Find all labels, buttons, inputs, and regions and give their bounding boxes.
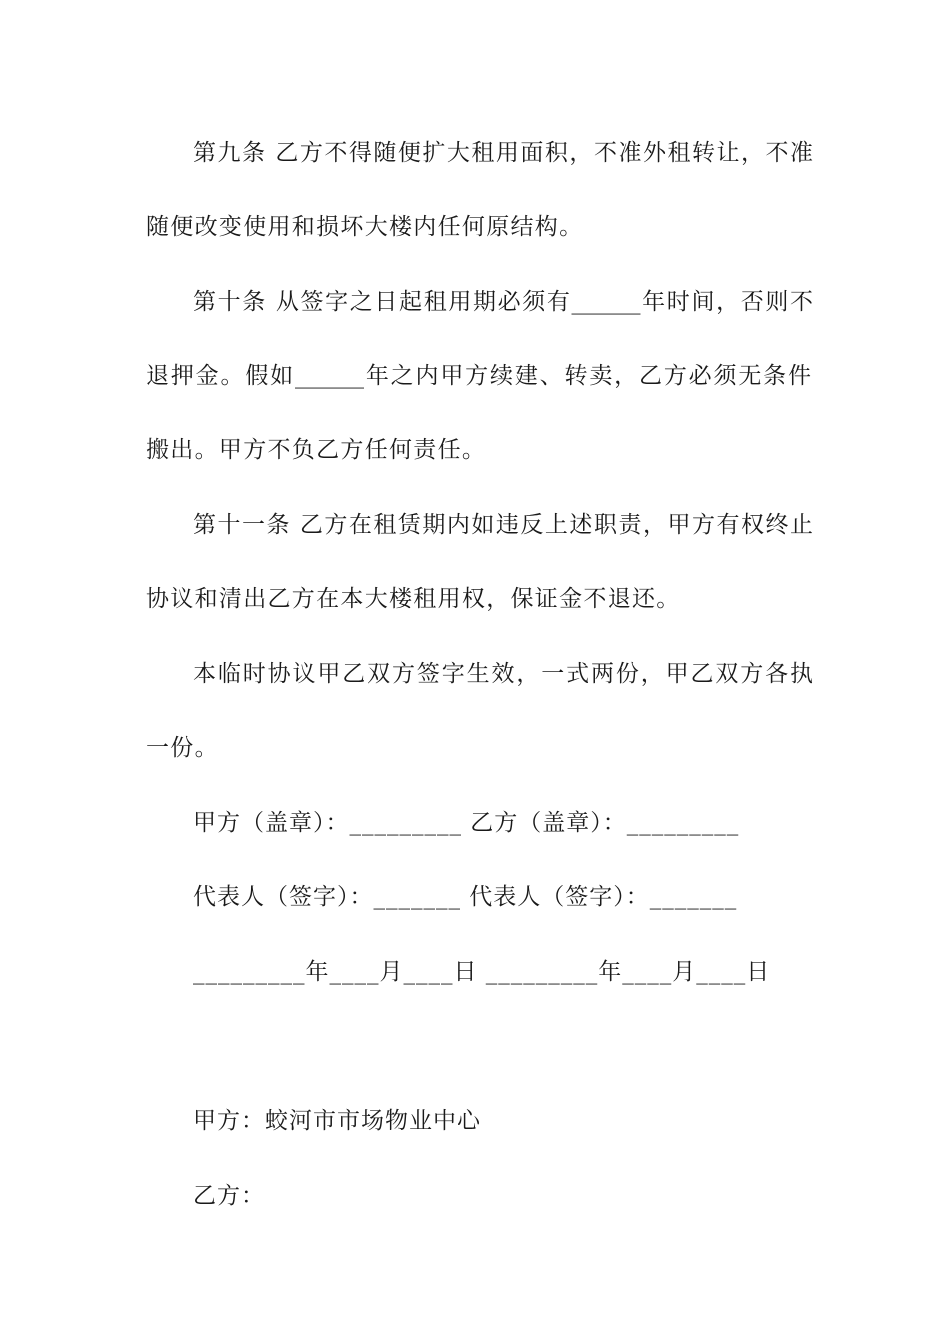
effect-clause-line-1: 本临时协议甲乙双方签字生效，一式两份，甲乙双方各执 xyxy=(193,661,813,687)
date-line: _________年____月____日 _________年____月____日 xyxy=(193,959,771,985)
article-10-line-2: 退押金。假如______年之内甲方续建、转卖，乙方必须无条件 xyxy=(146,363,811,389)
party-b-line: 乙方： xyxy=(193,1183,265,1209)
article-10-line-1: 第十条 从签字之日起租用期必须有______年时间，否则不 xyxy=(193,289,813,315)
article-11-line-1: 第十一条 乙方在租赁期内如违反上述职责，甲方有权终止 xyxy=(193,512,813,538)
seal-line: 甲方（盖章）：_________ 乙方（盖章）：_________ xyxy=(193,810,740,836)
effect-clause-line-2: 一份。 xyxy=(146,735,219,761)
article-9-line-1: 第九条 乙方不得随便扩大租用面积，不准外租转让，不准 xyxy=(193,140,813,166)
article-11-line-2: 协议和清出乙方在本大楼租用权，保证金不退还。 xyxy=(146,586,681,612)
party-a-line: 甲方：蛟河市市场物业中心 xyxy=(193,1108,481,1134)
representative-line: 代表人（签字）：_______ 代表人（签字）：_______ xyxy=(193,884,738,910)
article-9-line-2: 随便改变使用和损坏大楼内任何原结构。 xyxy=(146,214,584,240)
article-10-line-3: 搬出。甲方不负乙方任何责任。 xyxy=(146,437,487,463)
